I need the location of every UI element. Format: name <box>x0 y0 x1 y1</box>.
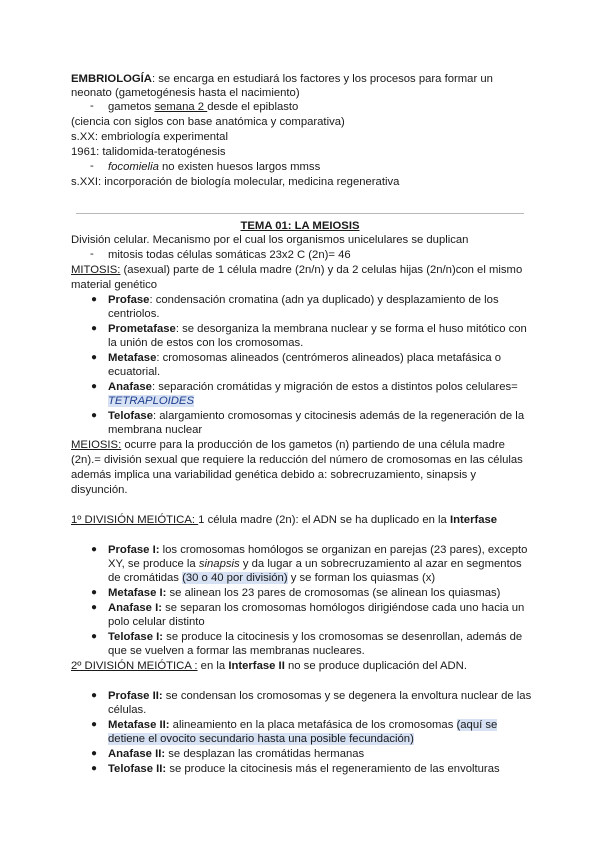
text: Telofase <box>108 410 153 422</box>
text: : cromosomas alineados (centrómeros alineados) placa metafásica o <box>156 352 502 364</box>
mitosis-line <box>71 263 522 277</box>
text: Telofase I: <box>108 631 164 643</box>
intro-line-4: (ciencia con siglos con base anatómica y comparativa) <box>71 116 345 128</box>
meiosis-line <box>71 438 505 452</box>
divider <box>76 213 524 214</box>
division-1-line <box>71 513 497 527</box>
text: Anafase I: <box>108 602 162 614</box>
text: sinapsis <box>198 558 240 570</box>
list-item-cont: membrana nuclear <box>108 424 203 436</box>
text: en la <box>197 660 229 672</box>
mitosis-dash-line: mitosis todas células somáticas 23x2 C (2n)= 46 <box>108 249 351 261</box>
bullet-icon: ● <box>91 410 98 421</box>
list-item-cont <box>108 571 435 585</box>
meiosis-line-2: (2n).= división sexual que requiere la reducción del número de cromosomas en las células <box>71 454 523 466</box>
text: y se forman los quiasmas (x) <box>287 572 436 584</box>
bullet-icon: ● <box>91 587 98 598</box>
list-item-cont: ecuatorial. <box>108 366 161 378</box>
text: 2º DIVISIÓN MEIÓTICA : <box>71 660 198 672</box>
intro-line-2: neonato (gametogénesis hasta el nacimiento) <box>71 87 300 99</box>
text: los cromosomas homólogos se organizan en parejas (23 pares), excepto <box>159 544 528 556</box>
text: alineamiento en la placa metafásica de los cromosomas <box>169 719 457 731</box>
text: MEIOSIS: <box>71 439 122 451</box>
page-title: TEMA 01: LA MEIOSIS <box>240 220 360 232</box>
text: se desplazan las cromátidas hermanas <box>165 748 365 760</box>
bullet-icon: ● <box>91 719 98 730</box>
text: se condensan los cromosomas y se degenera la envoltura nuclear de las <box>162 690 532 702</box>
list-item <box>108 689 531 703</box>
list-item-cont <box>108 557 522 571</box>
text: semana 2 <box>154 101 208 113</box>
division-line: División celular. Mecanismo por el cual los organismos unicelulares se duplican <box>71 234 469 246</box>
text: MITOSIS: <box>71 264 121 276</box>
text: Anafase <box>108 381 152 393</box>
bullet-icon: ● <box>91 748 98 759</box>
text: Telofase II: <box>108 763 167 775</box>
bullet-icon: ● <box>91 631 98 642</box>
text: se produce la citocinesis más el regeneramiento de las envolturas <box>166 763 500 775</box>
dash-marker: - <box>90 100 94 112</box>
text: Profase I: <box>108 544 160 556</box>
list-item-cont: la unión de estos con los cromosomas. <box>108 337 304 349</box>
list-item <box>108 630 522 644</box>
text: Interfase <box>449 514 498 526</box>
list-item <box>108 351 501 365</box>
bullet-icon: ● <box>91 602 98 613</box>
list-item-cont: centriolos. <box>108 308 160 320</box>
text: : condensación cromatina (adn ya duplicado) y desplazamiento de los <box>149 294 499 306</box>
text: focomielia <box>108 161 159 173</box>
list-item-cont: células. <box>108 704 147 716</box>
embriologia-line <box>71 72 493 86</box>
list-item <box>108 293 499 307</box>
list-item-cont: polo celular distinto <box>108 616 205 628</box>
bullet-icon: ● <box>91 544 98 555</box>
text: 1º DIVISIÓN MEIÓTICA: <box>71 514 199 526</box>
dash-marker: - <box>90 160 94 172</box>
text: de cromátidas <box>108 572 183 584</box>
text: Profase <box>108 294 150 306</box>
division-2-line <box>71 659 467 673</box>
intro-dash-1 <box>108 100 298 114</box>
text: Profase II: <box>108 690 163 702</box>
list-item <box>108 586 500 600</box>
text: y da lugar a un sobrecruzamiento al azar en segmentos <box>239 558 522 570</box>
text: no se produce duplicación del ADN. <box>284 660 467 672</box>
intro-line-6: 1961: talidomida-teratogénesis <box>71 146 226 158</box>
dash-marker: - <box>90 248 94 260</box>
intro-line-5: s.XX: embriología experimental <box>71 131 228 143</box>
text: se alinean los 23 pares de cromosomas (se alinean los quiasmas) <box>166 587 501 599</box>
list-item <box>108 409 524 423</box>
text: : separación cromátidas y migración de estos a distintos polos celulares= <box>151 381 518 393</box>
text: se produce la citocinesis y los cromosomas se desenrollan, además de <box>163 631 523 643</box>
text: Metafase II: <box>108 719 170 731</box>
text: Interfase II <box>228 660 285 672</box>
bullet-icon: ● <box>91 352 98 363</box>
text: se separan los cromosomas homólogos dirigiéndose cada uno hacia un <box>162 602 525 614</box>
list-item-cont <box>108 394 194 408</box>
bullet-icon: ● <box>91 763 98 774</box>
embriologia-label: EMBRIOLOGÍA <box>71 73 152 85</box>
list-item <box>108 601 524 615</box>
text: : se encarga en estudiará los factores y los procesos para formar un <box>151 73 493 85</box>
text: (aquí se <box>456 719 498 731</box>
list-item-cont: que se vuelven a formar las membranas nucleares. <box>108 645 365 657</box>
text: (30 o 40 por división) <box>182 572 288 584</box>
text: no existen huesos largos mmss <box>158 161 321 173</box>
bullet-icon: ● <box>91 381 98 392</box>
text: ocurre para la producción de los gametos (n) partiendo de una célula madre <box>121 439 505 451</box>
text: gametos <box>108 101 155 113</box>
text: XY, se produce la <box>108 558 199 570</box>
text: (asexual) parte de 1 célula madre (2n/n) y da 2 celulas hijas (2n/n)con el mismo <box>120 264 523 276</box>
text: desde el epiblasto <box>207 101 299 113</box>
list-item <box>108 762 500 776</box>
intro-dash-2 <box>108 160 320 174</box>
bullet-icon: ● <box>91 294 98 305</box>
text: Metafase I: <box>108 587 167 599</box>
text: Prometafase <box>108 323 176 335</box>
text: : alargamiento cromosomas y citocinesis además de la regeneración de la <box>153 410 525 422</box>
bullet-icon: ● <box>91 323 98 334</box>
list-item <box>108 322 527 336</box>
mitosis-line-2: material genético <box>71 279 158 291</box>
text: 1 célula madre (2n): el ADN se ha duplicado en la <box>198 514 450 526</box>
text: Metafase <box>108 352 157 364</box>
text: detiene el ovocito secundario hasta una posible fecundación) <box>108 733 414 745</box>
list-item <box>108 543 527 557</box>
text: Anafase II: <box>108 748 166 760</box>
meiosis-line-4: disyunción. <box>71 484 128 496</box>
intro-line-8: s.XXI: incorporación de biología molecular, medicina regenerativa <box>71 176 400 188</box>
bullet-icon: ● <box>91 690 98 701</box>
list-item <box>108 380 518 394</box>
text: : se desorganiza la membrana nuclear y se forma el huso mitótico con <box>175 323 527 335</box>
text: TETRAPLOIDES <box>108 395 195 407</box>
list-item <box>108 718 497 732</box>
list-item-cont <box>108 732 414 746</box>
meiosis-line-3: además implica una variabilidad genética debido a: sobrecruzamiento, sinapsis y <box>71 469 477 481</box>
list-item <box>108 747 364 761</box>
